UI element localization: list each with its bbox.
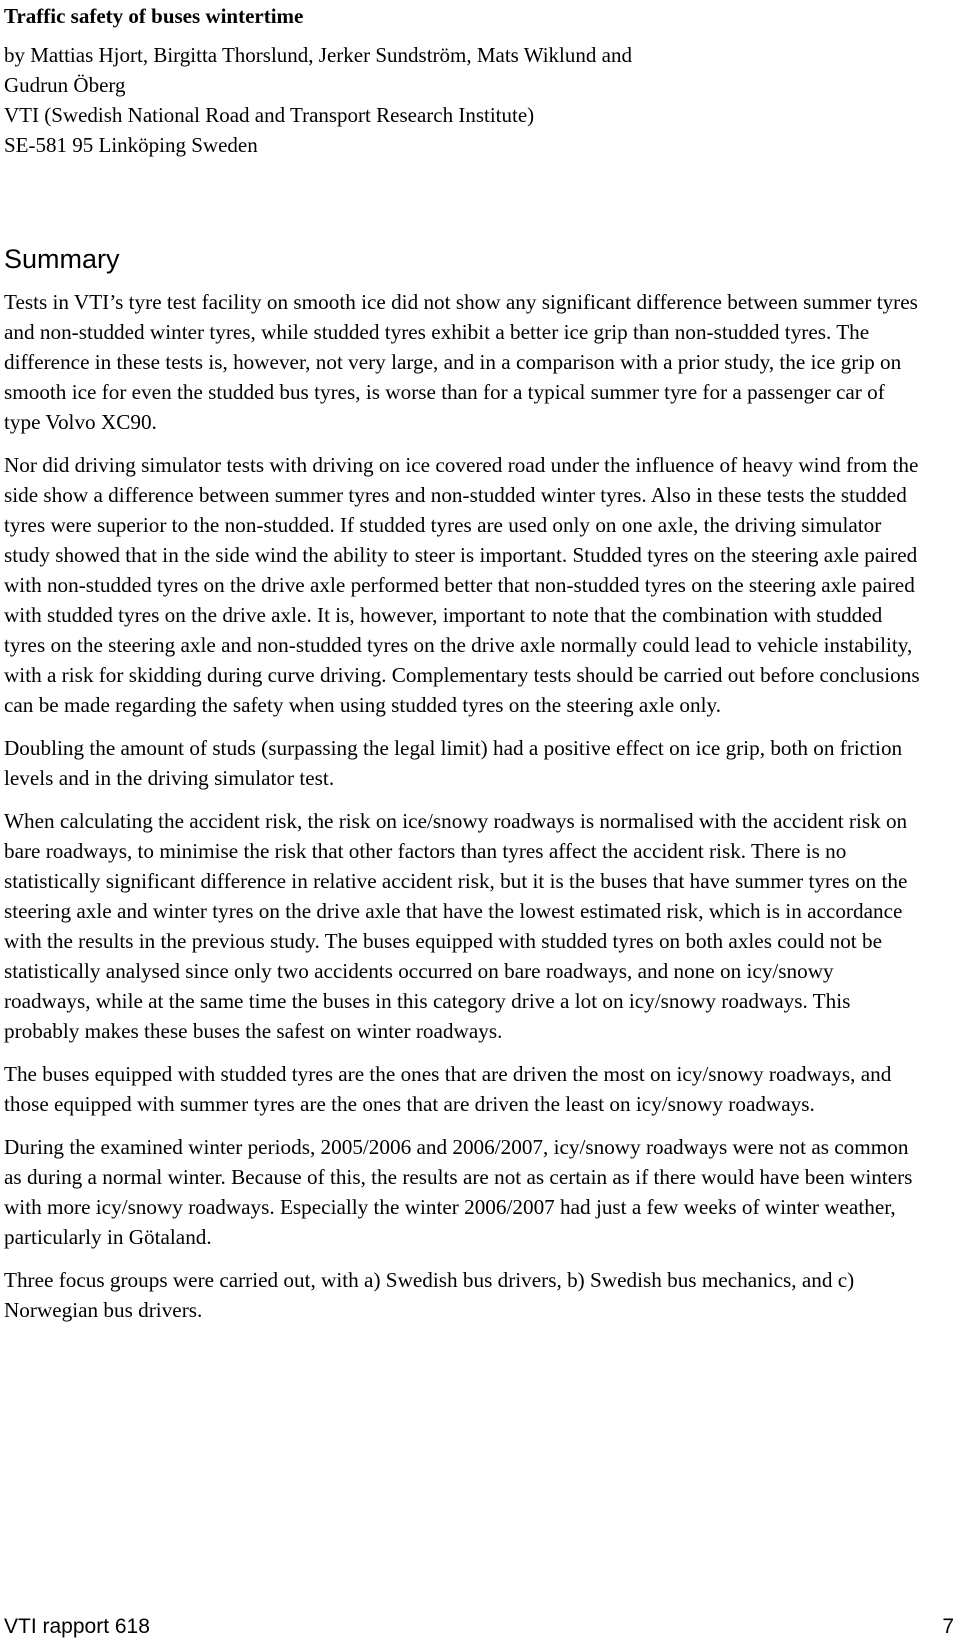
page-footer xyxy=(4,1613,954,1641)
document-title: Traffic safety of buses wintertime xyxy=(4,4,304,28)
institute-name: VTI (Swedish National Road and Transport Research Institute) xyxy=(4,103,535,127)
summary-heading: Summary xyxy=(4,244,120,274)
author-block xyxy=(4,40,904,160)
authors-line-2: Gudrun Öberg xyxy=(4,73,126,97)
summary-paragraph-6: During the examined winter periods, 2005/2006 and 2006/2007, icy/snowy roadways were not as common as during a normal winter. Because of this, the results are not as certain as if there would have been winters with more icy/snowy roadways. Especially the winter 2006/2007 had just a few weeks of winter weather, particularly in Götaland. xyxy=(4,1135,913,1249)
summary-paragraph-1: Tests in VTI’s tyre test facility on smooth ice did not show any significant difference between summer tyres and non-studded winter tyres, while studded tyres exhibit a better ice grip than non-studded tyres. The difference in these tests is, however, not very large, and in a comparison with a prior study, the ice grip on smooth ice for even the studded bus tyres, is worse than for a typical summer tyre for a passenger car of type Volvo XC90. xyxy=(4,290,918,434)
summary-body xyxy=(4,287,922,1338)
institute-address: SE-581 95 Linköping Sweden xyxy=(4,133,258,157)
summary-paragraph-7: Three focus groups were carried out, with a) Swedish bus drivers, b) Swedish bus mechanics, and c) Norwegian bus drivers. xyxy=(4,1268,855,1322)
summary-paragraph-4: When calculating the accident risk, the risk on ice/snowy roadways is normalised with the accident risk on bare roadways, to minimise the risk that other factors than tyres affect the accident risk. There is no statistically significant difference in relative accident risk, but it is the buses that have summer tyres on the steering axle and winter tyres on the drive axle that have the lowest estimated risk, which is in accordance with the results in the previous study. The buses equipped with studded tyres on both axles could not be statistically analysed since only two accidents occurred on bare roadways, and none on icy/snowy roadways, while at the same time the buses in this category drive a lot on icy/snowy roadways. This probably makes these buses the safest on winter roadways. xyxy=(4,809,908,1043)
summary-paragraph-3: Doubling the amount of studs (surpassing the legal limit) had a positive effect on ice grip, both on friction levels and in the driving simulator test. xyxy=(4,736,903,790)
authors-line-1: by Mattias Hjort, Birgitta Thorslund, Jerker Sundström, Mats Wiklund and xyxy=(4,43,632,67)
report-number: VTI rapport 618 xyxy=(4,1615,150,1638)
summary-paragraph-5: The buses equipped with studded tyres are the ones that are driven the most on icy/snowy roadways, and those equipped with summer tyres are the ones that are driven the least on icy/snowy roadways. xyxy=(4,1062,892,1116)
page-number: 7 xyxy=(942,1615,954,1638)
summary-paragraph-2: Nor did driving simulator tests with driving on ice covered road under the influence of heavy wind from the side show a difference between summer tyres and non-studded winter tyres. Also in these tests the studded tyres were superior to the non-studded. If studded tyres are used only on one axle, the driving simulator study showed that in the side wind the ability to steer is important. Studded tyres on the steering axle paired with non-studded tyres on the drive axle performed better that non-studded tyres on the steering axle paired with studded tyres on the drive axle. It is, however, important to note that the combination with studded tyres on the steering axle and non-studded tyres on the drive axle normally could lead to vehicle instability, with a risk for skidding during curve driving. Complementary tests should be carried out before conclusions can be made regarding the safety when using studded tyres on the steering axle only. xyxy=(4,453,920,717)
document-page xyxy=(4,0,954,1644)
